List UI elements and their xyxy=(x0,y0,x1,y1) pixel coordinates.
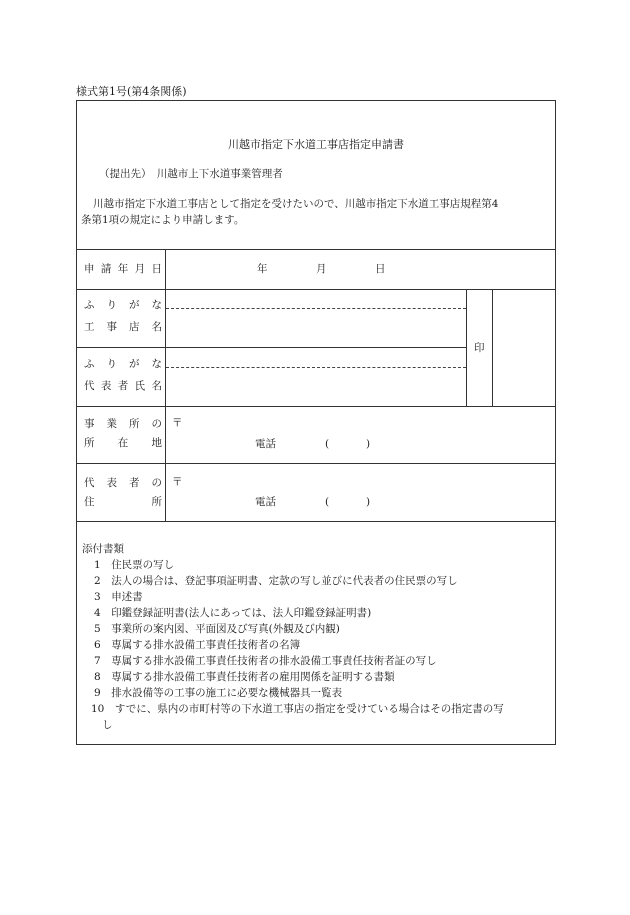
label-char: 所 xyxy=(84,437,95,449)
label-char: 者 xyxy=(117,380,129,392)
attachments-heading: 添付書類 xyxy=(82,543,124,555)
phone-paren-open: ( xyxy=(325,496,330,508)
attachment-item xyxy=(94,688,342,699)
item-number: 10 xyxy=(91,703,105,715)
rep-address-label-2 xyxy=(84,497,162,508)
recipient: （提出先） 川越市上下水道事業管理者 xyxy=(99,168,283,180)
attachment-item xyxy=(94,640,300,651)
item-number: 9 xyxy=(94,687,101,699)
form-title: 川越市指定下水道工事店指定申請書 xyxy=(228,138,404,151)
attachment-item xyxy=(94,576,458,587)
label-char: ふ xyxy=(84,299,95,311)
attachment-item xyxy=(91,704,504,715)
application-form xyxy=(76,100,556,745)
label-char: 店 xyxy=(129,321,140,333)
label-column-divider xyxy=(165,249,166,521)
day-field[interactable]: 日 xyxy=(375,263,386,275)
item-number: 4 xyxy=(94,607,101,619)
item-text: 専属する排水設備工事責任技術者の名簿 xyxy=(111,639,301,651)
item-text: 印鑑登録証明書(法人にあっては、法人印鑑登録証明書) xyxy=(111,607,372,619)
divider xyxy=(77,406,555,407)
attachment-item-wrap: し xyxy=(102,719,113,731)
seal-column-right xyxy=(492,289,493,406)
divider xyxy=(77,521,555,522)
seal-mark: 印 xyxy=(474,342,485,354)
label-char: 表 xyxy=(106,477,117,489)
item-number: 5 xyxy=(94,623,101,635)
label-char: な xyxy=(151,358,162,370)
phone-label: 電話 xyxy=(255,496,276,508)
divider xyxy=(77,347,466,348)
divider xyxy=(77,289,555,290)
item-text: 専属する排水設備工事責任技術者の排水設備工事責任技術者証の写し xyxy=(111,655,437,667)
item-text: 排水設備等の工事の施工に必要な機械器具一覧表 xyxy=(111,687,343,699)
label-char: 年 xyxy=(117,263,129,275)
attachment-item xyxy=(94,592,143,603)
application-date-label xyxy=(84,264,162,275)
label-char: 名 xyxy=(151,321,162,333)
label-char: り xyxy=(106,358,117,370)
divider xyxy=(77,463,555,464)
form-number: 様式第1号(第4条関係) xyxy=(76,85,187,98)
label-char: の xyxy=(151,477,162,489)
label-char: 地 xyxy=(151,437,162,449)
label-char: 事 xyxy=(84,418,95,430)
label-char: 工 xyxy=(84,321,95,333)
attachment-item xyxy=(94,608,371,619)
furigana-dashed-line xyxy=(166,308,466,309)
label-char: ふ xyxy=(84,358,95,370)
label-char: の xyxy=(151,418,162,430)
rep-name-field[interactable] xyxy=(167,369,465,405)
label-char: が xyxy=(129,358,140,370)
label-char: 所 xyxy=(151,496,162,508)
label-char: 日 xyxy=(151,263,162,275)
attachment-item xyxy=(94,624,340,635)
item-number: 6 xyxy=(94,639,101,651)
label-char: 申 xyxy=(84,263,95,275)
item-number: 8 xyxy=(94,671,101,683)
label-char: 氏 xyxy=(134,380,146,392)
year-field[interactable]: 年 xyxy=(257,263,268,275)
shop-name-label xyxy=(84,322,162,333)
postal-mark: 〒 xyxy=(172,417,183,429)
label-char: 住 xyxy=(84,496,95,508)
intro-line-2: 条第1項の規定により申請します。 xyxy=(81,214,245,226)
item-text: 専属する排水設備工事責任技術者の雇用関係を証明する書類 xyxy=(111,671,395,683)
item-text: 法人の場合は、登記事項証明書、定款の写し並びに代表者の住民票の写し xyxy=(111,575,458,587)
attachment-item xyxy=(94,656,437,667)
item-text: すでに、県内の市町村等の下水道工事店の指定を受けている場合はその指定書の写 xyxy=(114,703,504,715)
intro-line-1: 川越市指定下水道工事店として指定を受けたいので、川越市指定下水道工事店規程第4 xyxy=(93,198,499,210)
item-text: 申述書 xyxy=(111,591,143,603)
label-char: 所 xyxy=(129,418,140,430)
office-address-label-1 xyxy=(84,419,162,430)
label-char: り xyxy=(106,299,117,311)
attachment-item xyxy=(94,672,395,683)
phone-paren-close: ) xyxy=(366,496,371,508)
label-char: 者 xyxy=(129,477,140,489)
label-char: 代 xyxy=(84,477,95,489)
label-char: 名 xyxy=(151,380,162,392)
item-text: 事業所の案内図、平面図及び写真(外観及び内観) xyxy=(111,623,340,635)
item-number: 3 xyxy=(94,591,101,603)
item-text: 住民票の写し xyxy=(111,559,175,571)
label-char: 請 xyxy=(100,263,112,275)
label-char: 業 xyxy=(106,418,117,430)
furigana-label xyxy=(84,359,162,370)
label-char: な xyxy=(151,299,162,311)
month-field[interactable]: 月 xyxy=(316,263,327,275)
label-char: 表 xyxy=(100,380,112,392)
attachment-item xyxy=(94,560,174,571)
rep-name-label xyxy=(84,381,162,392)
divider xyxy=(77,249,555,250)
shop-name-furigana-field[interactable] xyxy=(167,291,465,307)
label-char: 事 xyxy=(106,321,117,333)
rep-address-label-1 xyxy=(84,478,162,489)
office-address-label-2 xyxy=(84,438,162,449)
label-char: 月 xyxy=(134,263,146,275)
item-number: 7 xyxy=(94,655,101,667)
postal-mark: 〒 xyxy=(172,476,183,488)
label-char: 代 xyxy=(84,380,95,392)
rep-name-furigana-field[interactable] xyxy=(167,349,465,366)
furigana-label xyxy=(84,300,162,311)
furigana-dashed-line xyxy=(166,367,466,368)
phone-paren-close: ) xyxy=(366,438,371,450)
phone-paren-open: ( xyxy=(325,438,330,450)
phone-label: 電話 xyxy=(255,438,276,450)
seal-column-left xyxy=(466,289,467,406)
label-char: が xyxy=(129,299,140,311)
shop-name-field[interactable] xyxy=(167,310,465,346)
label-char: 在 xyxy=(117,437,129,449)
item-number: 1 xyxy=(94,559,101,571)
item-number: 2 xyxy=(94,575,101,587)
